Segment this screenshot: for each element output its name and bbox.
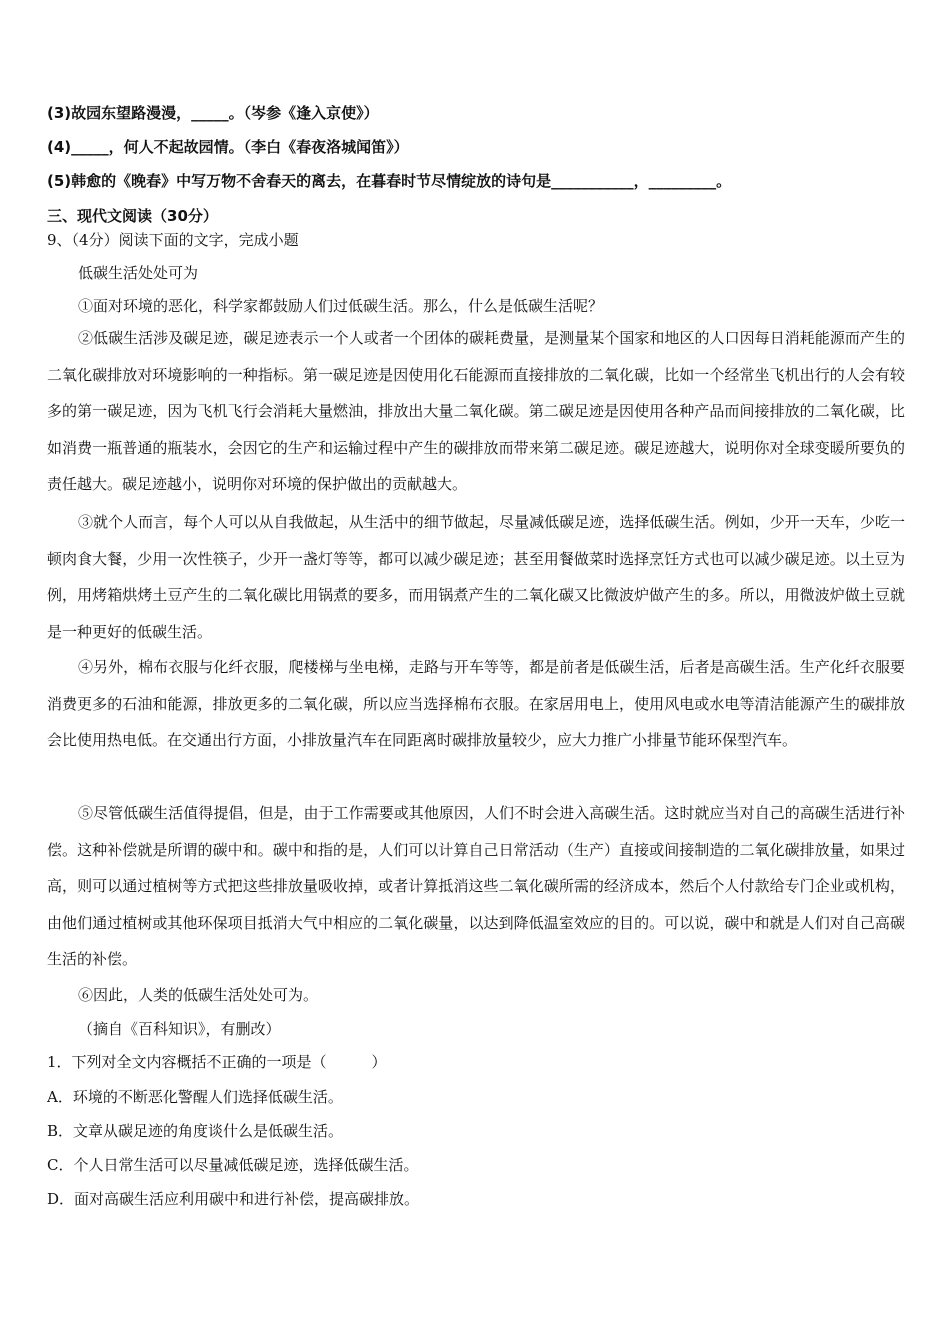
option-a: A．环境的不断恶化警醒人们选择低碳生活。 bbox=[47, 1088, 343, 1106]
paragraph-6: ⑥因此，人类的低碳生活处处可为。 bbox=[78, 986, 319, 1004]
option-d: D．面对高碳生活应利用碳中和进行补偿，提高碳排放。 bbox=[47, 1190, 420, 1208]
source-note: （摘自《百科知识》，有删改） bbox=[78, 1020, 281, 1038]
sub-question: 1．下列对全文内容概括不正确的一项是（ ） bbox=[47, 1053, 387, 1071]
fill-blank-item-3: (3)故园东望路漫漫，_____。（岑参《逢入京使》） bbox=[47, 104, 379, 122]
paragraph-5: ⑤尽管低碳生活值得提倡，但是，由于工作需要或其他原因，人们不时会进入高碳生活。这时就应当对自己的高碳生活进行补偿。这种补偿就是所谓的碳中和。碳中和指的是，人们可以计算自己日常活动（生产）直接或间接制造的二氧化碳排放量，如果过高，则可以通过植树等方式把这些排放量吸收掉，或者计算抵消这些二氧化碳所需的经济成本，然后个人付款给专门企业或机构，由他们通过植树或其他环保项目抵消大气中相应的二氧化碳量，以达到降低温室效应的目的。可以说，碳中和就是人们对自己高碳生活的补偿。 bbox=[47, 804, 905, 968]
fill-blank-item-4: (4)_____，何人不起故园情。（李白《春夜洛城闻笛》） bbox=[47, 138, 409, 156]
paragraph-3: ③就个人而言，每个人可以从自我做起，从生活中的细节做起，尽量减低碳足迹，选择低碳生活。例如，少开一天车，少吃一顿肉食大餐，少用一次性筷子，少开一盏灯等等，都可以减少碳足迹；甚至用餐做菜时选择烹饪方式也可以减少碳足迹。以土豆为例，用烤箱烘烤土豆产生的二氧化碳比用锅煮的要多，而用锅煮产生的二氧化碳又比微波炉做产生的多。所以，用微波炉做土豆就是一种更好的低碳生活。 bbox=[47, 513, 905, 641]
article-title: 低碳生活处处可为 bbox=[78, 264, 199, 282]
option-b: B．文章从碳足迹的角度谈什么是低碳生活。 bbox=[47, 1122, 344, 1140]
paragraph-2: ②低碳生活涉及碳足迹，碳足迹表示一个人或者一个团体的碳耗费量，是测量某个国家和地区的人口因每日消耗能源而产生的二氧化碳排放对环境影响的一种指标。第一碳足迹是因使用化石能源而直接排放的二氧化碳，比如一个经常坐飞机出行的人会有较多的第一碳足迹，因为飞机飞行会消耗大量燃油，排放出大量二氧化碳。第二碳足迹是因使用各种产品而间接排放的二氧化碳，比如消费一瓶普通的瓶装水，会因它的生产和运输过程中产生的碳排放而带来第二碳足迹。碳足迹越大，说明你对全球变暖所要负的责任越大。碳足迹越小，说明你对环境的保护做出的贡献越大。 bbox=[47, 329, 905, 493]
fill-blank-item-5: (5)韩愈的《晚春》中写万物不舍春天的离去，在暮春时节尽情绽放的诗句是___________，_________。 bbox=[47, 172, 732, 190]
question-intro: 9、（4分）阅读下面的文字，完成小题 bbox=[47, 231, 299, 249]
paragraph-1: ①面对环境的恶化，科学家都鼓励人们过低碳生活。那么，什么是低碳生活呢？ bbox=[78, 297, 604, 315]
paragraph-4: ④另外，棉布衣服与化纤衣服，爬楼梯与坐电梯，走路与开车等等，都是前者是低碳生活，后者是高碳生活。生产化纤衣服要消费更多的石油和能源，排放更多的二氧化碳，所以应当选择棉布衣服。在家居用电上，使用风电或水电等清洁能源产生的碳排放会比使用热电低。在交通出行方面，小排放量汽车在同距离时碳排放量较少，应大力推广小排量节能环保型汽车。 bbox=[47, 658, 905, 749]
option-c: C．个人日常生活可以尽量减低碳足迹，选择低碳生活。 bbox=[47, 1156, 419, 1174]
section-heading: 三、现代文阅读（30分） bbox=[47, 207, 218, 225]
